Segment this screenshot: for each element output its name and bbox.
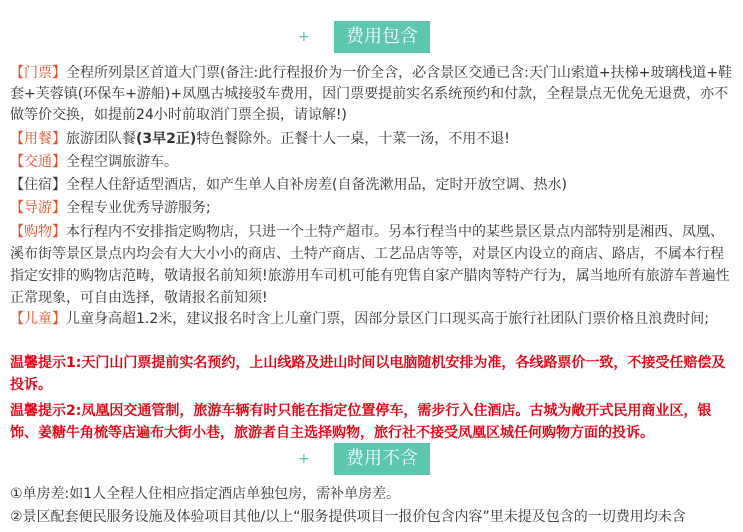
item-hotel [10, 175, 734, 196]
section-title-excluded: 费用不含 [334, 443, 430, 475]
item-text: 全程人住舒适型酒店，如产生单人自补房差(自备洗漱用品，定时开放空调、热水) [66, 177, 567, 193]
item-text: 旅游团队餐 [66, 131, 136, 147]
section-header-excluded [0, 443, 743, 475]
excluded-item: ②景区配套便民服务设施及体验项目其他/以上“服务提供项目一报价包含内容”里未提及包含的一切费用均未含 [10, 509, 686, 525]
tip-2: 温馨提示2:凤凰因交通管制，旅游车辆有时只能在指定位置停车，需步行入住酒店。古城为敞开式民用商业区，银饰、姜糖牛角梳等店遍布大街小巷，旅游者自主选择购物，旅行社不接受凤凰区城任何购物方面的投诉。 [10, 403, 712, 441]
item-text: 儿童身高超1.2米，建议报名时含上儿童门票，因部分景区门口现买高于旅行社团队门票价格且浪费时间; [66, 311, 709, 327]
item-shopping [10, 221, 734, 309]
item-text: 全程专业优秀导游服务; [66, 200, 211, 216]
item-text: 特色餐除外。正餐十人一桌，十菜一汤，不用不退! [196, 131, 510, 147]
item-children [10, 309, 734, 330]
item-meals [10, 129, 734, 150]
item-text: 全程空调旅游车。 [66, 154, 178, 170]
item-label: 【住宿】 [10, 177, 66, 193]
item-text: 本行程内不安排指定购物店，只进一个土特产超市。另本行程当中的某些景区景点内部特别是湘西、凤凰、溪布街等景区景点内均会有大大小小的商店、土特产商店、工艺品店等等，对景区内设立的商店、路店，不属本行程指定安排的购物店范畴，敬请报名前知须!旅游用车司机可能有兜售自家产腊肉等特产行为，属当地所有旅游车普遍性正常现象，可自由选择，敬请报名前知须! [10, 224, 730, 306]
plus-icon: + [298, 29, 310, 45]
item-label: 【儿童】 [10, 311, 66, 327]
item-label: 【购物】 [10, 224, 66, 240]
item-text-bold: (3早2正) [136, 131, 197, 147]
item-transport [10, 152, 734, 173]
item-label: 【用餐】 [10, 131, 66, 147]
item-label: 【门票】 [10, 65, 66, 81]
item-label: 【导游】 [10, 200, 66, 216]
section-title-included: 费用包含 [334, 21, 430, 53]
excluded-item: ①单房差:如1人全程人住相应指定酒店单独包房，需补单房差。 [10, 486, 401, 502]
plus-icon: + [298, 451, 310, 467]
item-label: 【交通】 [10, 154, 66, 170]
item-guide [10, 198, 734, 219]
item-tickets [10, 63, 734, 126]
item-text: 全程所列景区首道大门票(备注:此行程报价为一价全含，必含景区交通已含:天门山索道+扶梯+玻璃栈道+鞋套+芙蓉镇(环保车+游船)+凤凰古城接驳车费用，因门票要提前实名系统预约和付款，全程景点无优免无退费，亦不做等价交换，如提前24小时前取消门票全损，请谅解!) [10, 65, 733, 123]
tip-1: 温馨提示1:天门山门票提前实名预约，上山线路及进山时间以电脑随机安排为准，各线路票价一致，不接受任赔偿及投诉。 [10, 355, 726, 393]
section-header-included [0, 21, 743, 53]
